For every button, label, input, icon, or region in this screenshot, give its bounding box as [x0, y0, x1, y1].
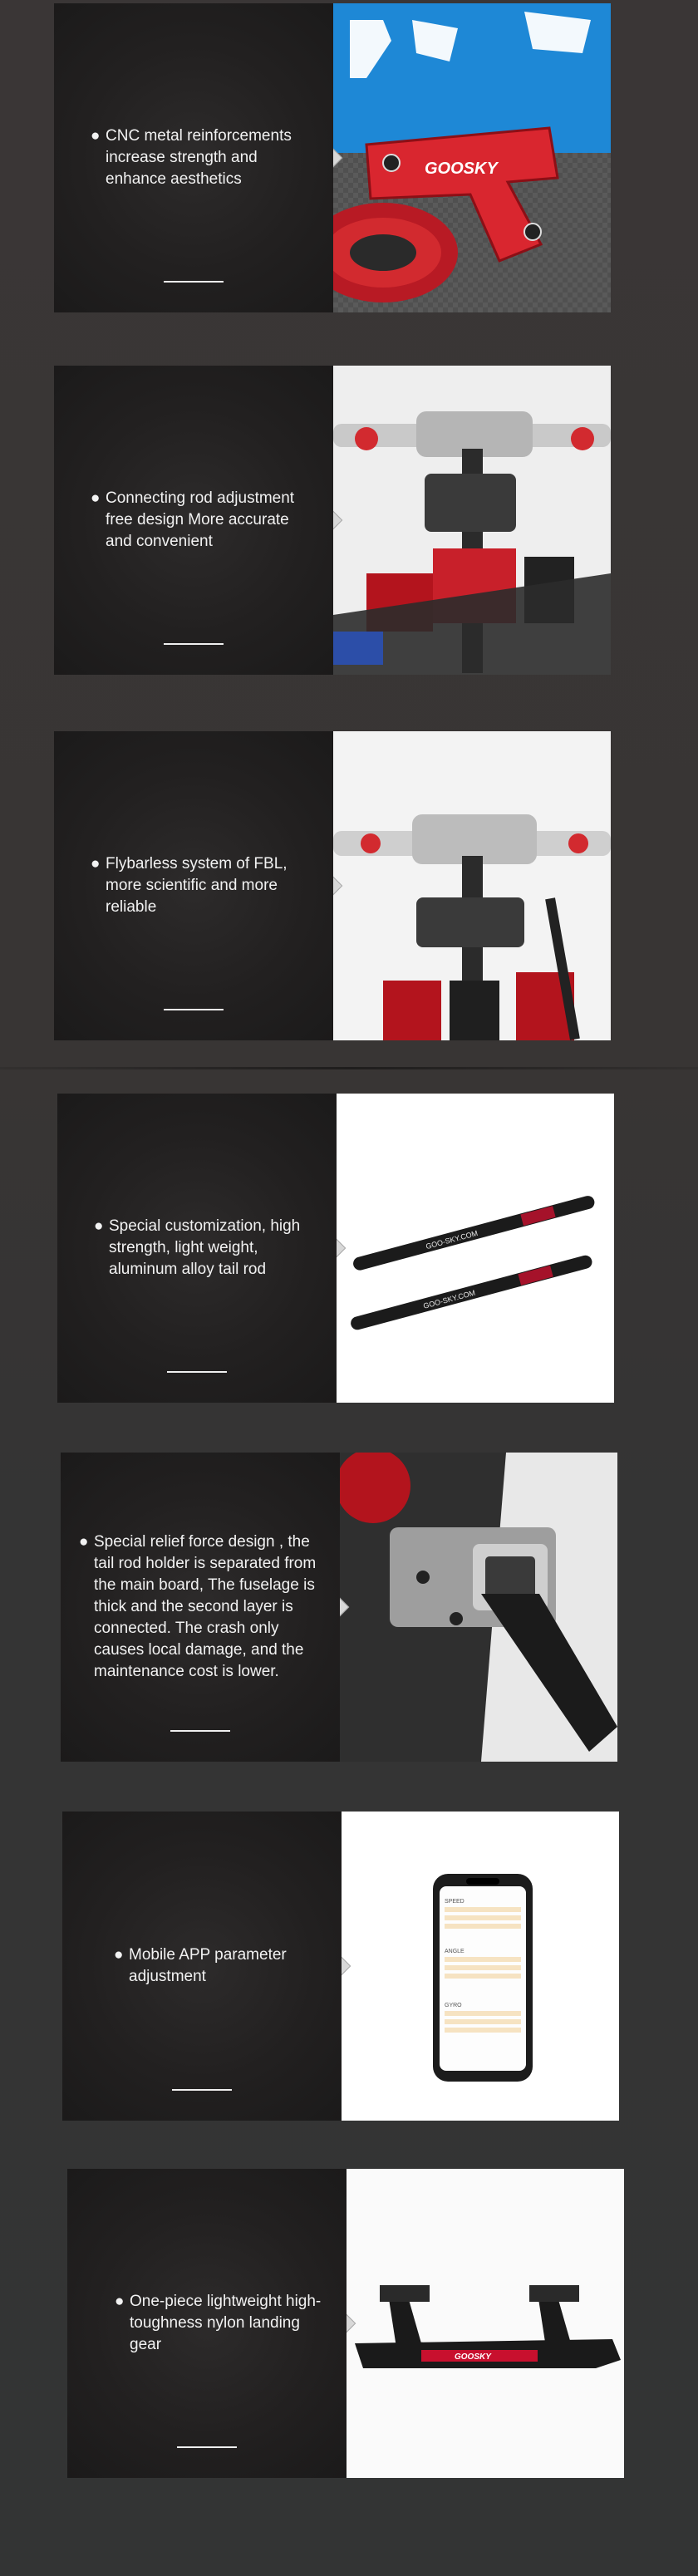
bullet-icon: ●: [91, 855, 101, 873]
flybarless-photo: [333, 731, 611, 1040]
feature-image-tail-rod: [337, 1094, 614, 1403]
feature-description: [112, 1944, 327, 1988]
feature-text: Mobile APP parameter adjustment: [129, 1946, 287, 1985]
feature-text: Connecting rod adjustment free design More accurate and convenient: [106, 489, 295, 550]
feature-description: [89, 125, 318, 190]
feature-panel-7: [67, 2169, 624, 2478]
cnc-reinforcement-photo: [333, 3, 611, 312]
tail-rod-photo: [337, 1094, 614, 1403]
section-divider: [0, 1067, 698, 1069]
underline-divider: [177, 2446, 237, 2448]
feature-panel-2: [54, 366, 611, 675]
bullet-icon: ●: [115, 2293, 125, 2310]
app-section-label: SPEED: [445, 1899, 465, 1905]
feature-image-tail-holder: [340, 1453, 617, 1762]
feature-text: Special relief force design , the tail rod holder is separated from the main board, The fuselage is thick and the second layer is connected. The crash only causes local damage, and the maintenance cost is lower.: [94, 1533, 317, 1680]
feature-text-box: [57, 1094, 337, 1403]
feature-description: [92, 1216, 322, 1281]
rotor-head-photo: [333, 366, 611, 675]
landing-gear-logo: GOOSKY: [455, 2352, 491, 2362]
feature-text-box: [54, 366, 333, 675]
logo-text: GOOSKY: [425, 160, 498, 178]
bullet-icon: ●: [114, 1946, 124, 1964]
underline-divider: [164, 281, 224, 283]
feature-description: [89, 488, 318, 553]
feature-text: CNC metal reinforcements increase strength and enhance aesthetics: [106, 127, 292, 188]
feature-text: Special customization, high strength, light weight, aluminum alloy tail rod: [109, 1217, 301, 1278]
feature-image-rotor-head: [333, 366, 611, 675]
feature-description: [89, 853, 318, 918]
feature-image-cnc-reinforcement: [333, 3, 611, 312]
feature-text-box: [67, 2169, 347, 2478]
feature-image-flybarless: [333, 731, 611, 1040]
feature-text-box: [61, 1453, 340, 1762]
feature-text-box: [54, 3, 333, 312]
bullet-icon: ●: [91, 489, 101, 507]
app-section-label: ANGLE: [445, 1949, 465, 1954]
tail-holder-photo: [340, 1453, 617, 1762]
feature-text-box: [62, 1812, 342, 2121]
feature-image-mobile-app: [342, 1812, 619, 2121]
feature-description: [113, 2291, 332, 2356]
underline-divider: [164, 643, 224, 645]
feature-text-box: [54, 731, 333, 1040]
mobile-app-photo: [342, 1812, 619, 2121]
feature-panel-6: [62, 1812, 619, 2121]
feature-panel-1: [54, 3, 611, 312]
feature-text: One-piece lightweight high-toughness nylon landing gear: [130, 2293, 322, 2353]
underline-divider: [172, 2089, 232, 2091]
feature-description: [77, 1531, 325, 1683]
feature-panel-3: [54, 731, 611, 1040]
rod-url-text: GOO-SKY.COM: [425, 1228, 479, 1251]
bullet-icon: ●: [94, 1217, 104, 1235]
feature-panel-5: [61, 1453, 617, 1762]
rod-url-text: GOO-SKY.COM: [422, 1288, 477, 1310]
feature-text: Flybarless system of FBL, more scientific and more reliable: [106, 855, 288, 916]
bullet-icon: ●: [91, 127, 101, 145]
feature-image-landing-gear: [347, 2169, 624, 2478]
bullet-icon: ●: [79, 1533, 89, 1551]
underline-divider: [164, 1009, 224, 1010]
underline-divider: [167, 1371, 227, 1373]
feature-panel-4: [57, 1094, 614, 1403]
underline-divider: [170, 1730, 230, 1732]
app-section-label: GYRO: [445, 2003, 462, 2008]
landing-gear-photo: [347, 2169, 624, 2478]
